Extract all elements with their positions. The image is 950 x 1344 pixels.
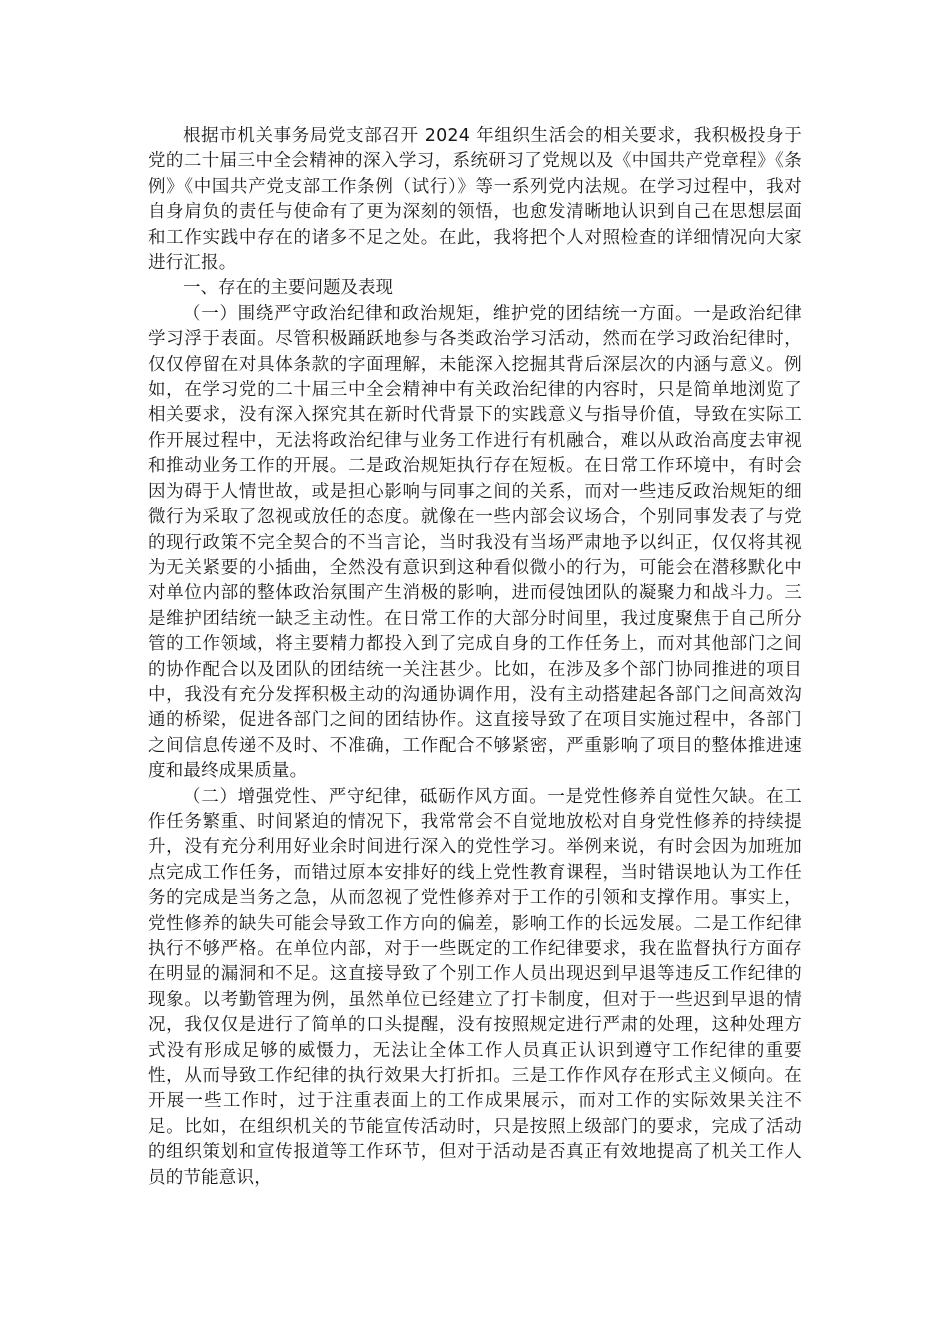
document-page: [148, 124, 802, 1191]
section1-paragraph-1: （一）围绕严守政治纪律和政治规矩，维护党的团结统一方面。一是政治纪律学习浮于表面。尽管积极踊跃地参与各类政治学习活动，然而在学习政治纪律时，仅仅停留在对具体条款的字面理解，未能深入挖掘其背后深层次的内涵与意义。例如，在学习党的二十届三中全会精神中有关政治纪律的内容时，只是简单地浏览了相关要求，没有深入探究其在新时代背景下的实践意义与指导价值，导致在实际工作开展过程中，无法将政治纪律与业务工作进行有机融合，难以从政治高度去审视和推动业务工作的开展。二是政治规矩执行存在短板。在日常工作环境中，有时会因为碍于人情世故，或是担心影响与同事之间的关系，而对一些违反政治规矩的细微行为采取了忽视或放任的态度。就像在一些内部会议场合，个别同事发表了与党的现行政策不完全契合的不当言论，当时我没有当场严肃地予以纠正，仅仅将其视为无关紧要的小插曲，全然没有意识到这种看似微小的行为，可能会在潜移默化中对单位内部的整体政治氛围产生消极的影响，进而侵蚀团队的凝聚力和战斗力。三是维护团结统一缺乏主动性。在日常工作的大部分时间里，我过度聚焦于自己所分管的工作领域，将主要精力都投入到了完成自身的工作任务上，而对其他部门之间的协作配合以及团队的团结统一关注甚少。比如，在涉及多个部门协同推进的项目中，我没有充分发挥积极主动的沟通协调作用，没有主动搭建起各部门之间高效沟通的桥梁，促进各部门之间的团结协作。这直接导致了在项目实施过程中，各部门之间信息传递不及时、不准确，工作配合不够紧密，严重影响了项目的整体推进速度和最终成果质量。: [148, 303, 802, 782]
section-heading: 一、存在的主要问题及表现: [183, 278, 393, 299]
intro-paragraph: 根据市机关事务局党支部召开 2024 年组织生活会的相关要求，我积极投身于党的二十届三中全会精神的深入学习，系统研习了党规以及《中国共产党章程》《条例》《中国共产党支部工作条例（试行）》等一系列党内法规。在学习过程中，我对自身肩负的责任与使命有了更为深刻的领悟，也愈发清晰地认识到自己在思想层面和工作实践中存在的诸多不足之处。在此，我将把个人对照检查的详细情况向大家进行汇报。: [148, 126, 802, 274]
section1-paragraph-2: （二）增强党性、严守纪律，砥砺作风方面。一是党性修养自觉性欠缺。在工作任务繁重、时间紧迫的情况下，我常常会不自觉地放松对自身党性修养的持续提升，没有充分利用好业余时间进行深入的党性学习。举例来说，有时会因为加班加点完成工作任务，而错过原本安排好的线上党性教育课程，当时错误地认为工作任务的完成是当务之急，从而忽视了党性修养对于工作的引领和支撑作用。事实上，党性修养的缺失可能会导致工作方向的偏差，影响工作的长远发展。二是工作纪律执行不够严格。在单位内部，对于一些既定的工作纪律要求，我在监督执行方面存在明显的漏洞和不足。这直接导致了个别工作人员出现迟到早退等违反工作纪律的现象。以考勤管理为例，虽然单位已经建立了打卡制度，但对于一些迟到早退的情况，我仅仅是进行了简单的口头提醒，没有按照规定进行严肃的处理，这种处理方式没有形成足够的威慑力，无法让全体工作人员真正认识到遵守工作纪律的重要性，从而导致工作纪律的执行效果大打折扣。三是工作作风存在形式主义倾向。在开展一些工作时，过于注重表面上的工作成果展示，而对工作的实际效果关注不足。比如，在组织机关的节能宣传活动时，只是按照上级部门的要求，完成了活动的组织策划和宣传报道等工作环节，但对于活动是否真正有效地提高了机关工作人员的节能意识，: [148, 786, 802, 1188]
